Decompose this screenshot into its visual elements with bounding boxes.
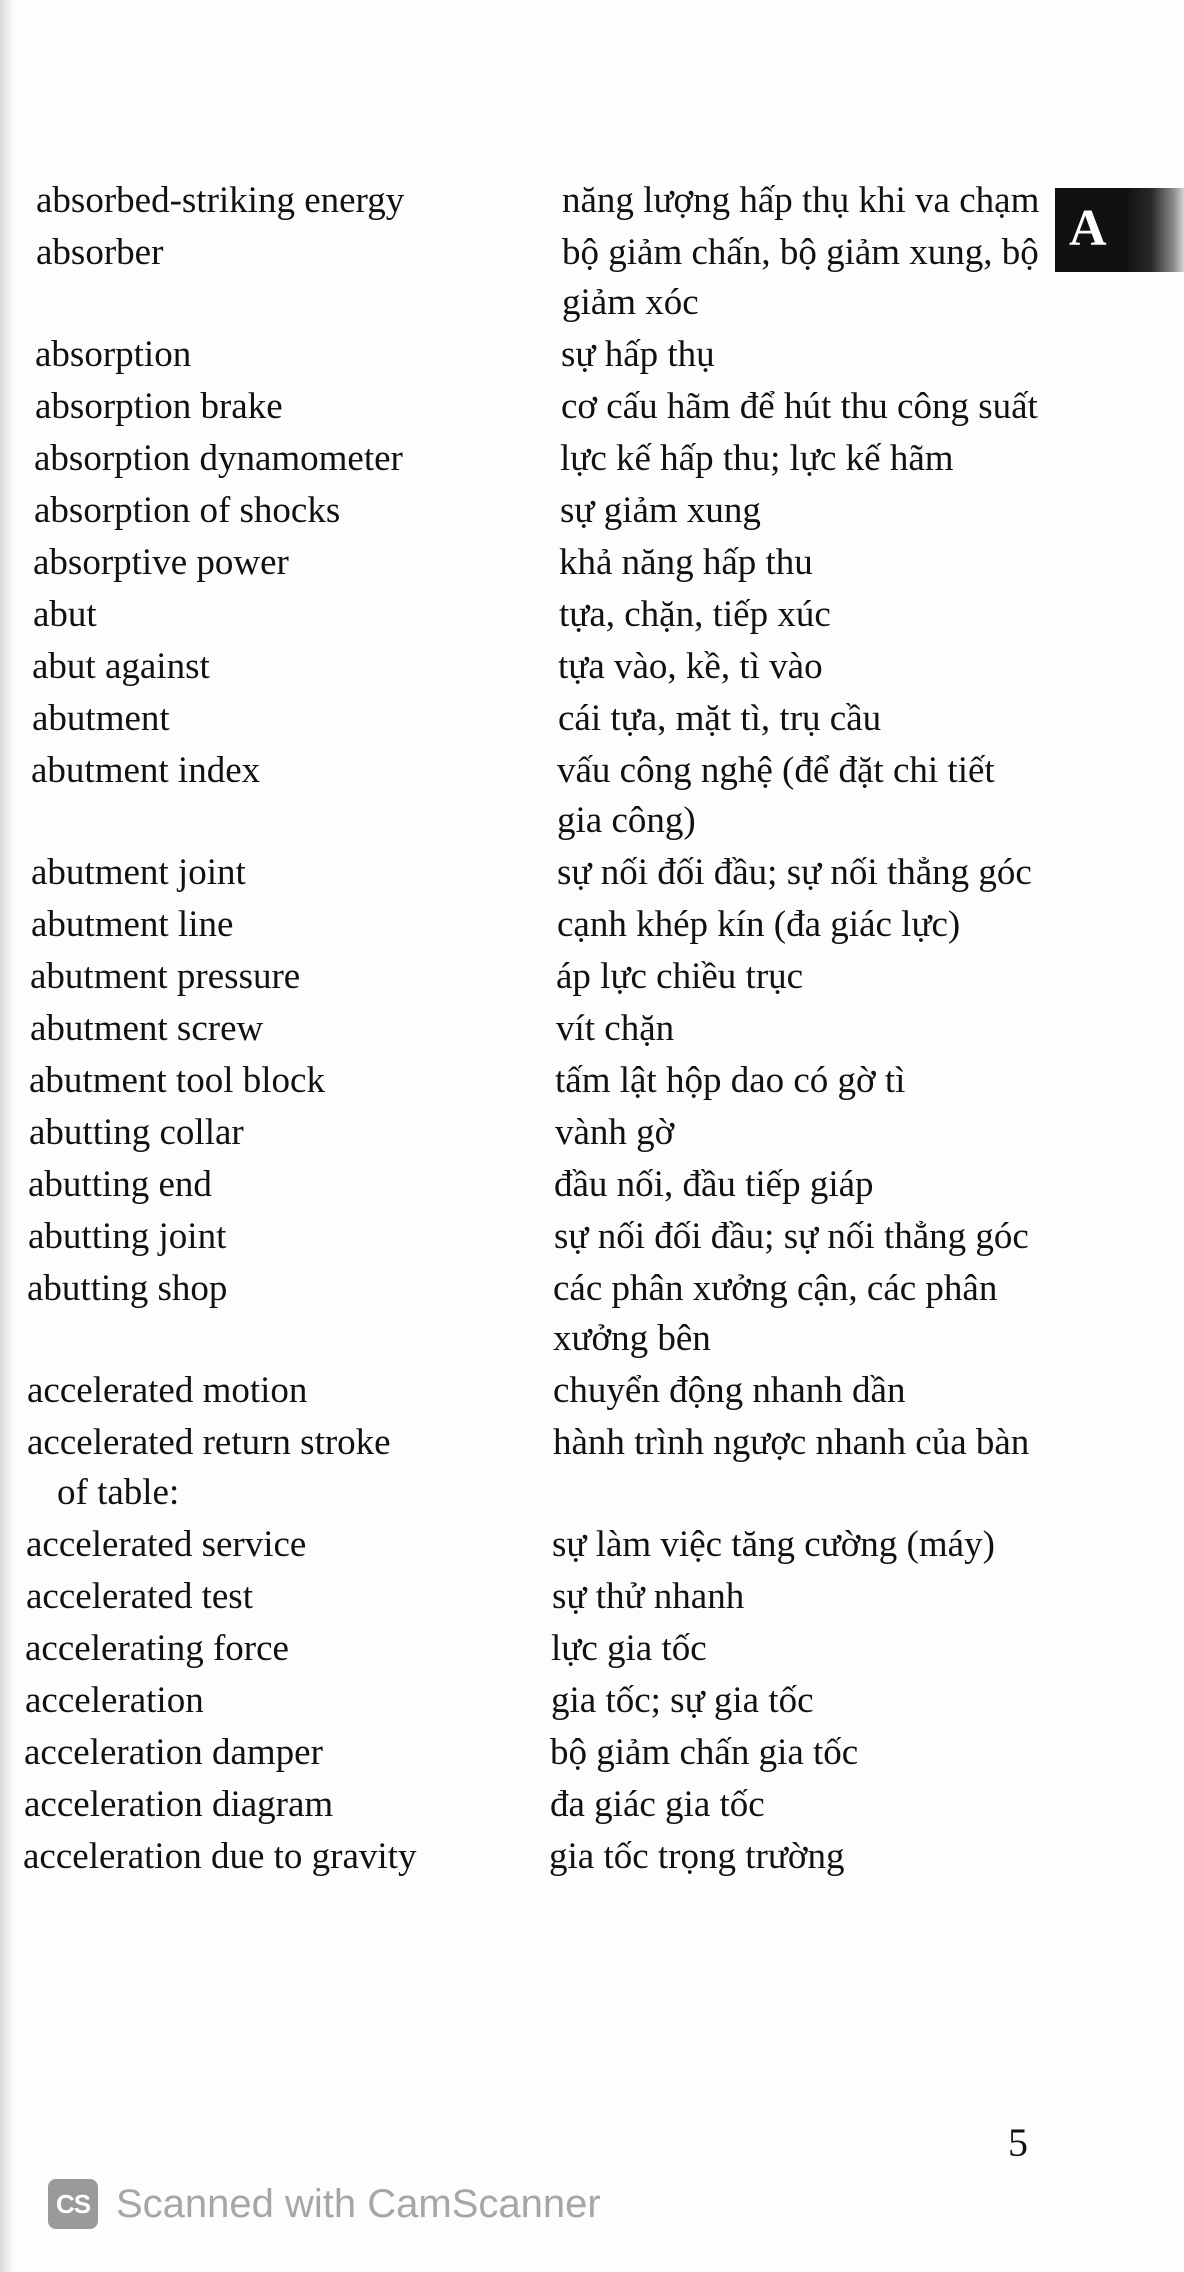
entry-term: [29, 1108, 549, 1158]
entry-term-text: abutment screw: [30, 1008, 264, 1049]
dictionary-entry: [0, 330, 1184, 382]
entry-term: [27, 1418, 547, 1518]
entry-term-text: absorber: [36, 232, 164, 273]
entry-term: [27, 1366, 547, 1416]
entry-definition: sự nối đối đầu; sự nối thẳng góc: [557, 852, 1032, 893]
dictionary-entry: [0, 1728, 1184, 1780]
entry-term-text: abutment index: [31, 750, 261, 791]
entry-term: [34, 434, 554, 484]
entry-definition: vành gờ: [555, 1112, 675, 1153]
entry-term: [35, 330, 555, 380]
entry-definition: gia tốc trọng trường: [549, 1836, 845, 1877]
entry-term-text: absorption brake: [35, 386, 283, 427]
entry-definition: tựa, chặn, tiếp xúc: [559, 594, 831, 635]
dictionary-entry: [0, 1160, 1184, 1212]
entry-definition: các phân xưởng cận, các phân xưởng bên: [553, 1268, 998, 1359]
dictionary-entry: [0, 1004, 1184, 1056]
entry-definition: cái tựa, mặt tì, trụ cầu: [558, 698, 882, 739]
entry-definition: gia tốc; sự gia tốc: [551, 1680, 814, 1721]
dictionary-entry: [0, 694, 1184, 746]
entry-definition: đa giác gia tốc: [550, 1784, 765, 1825]
dictionary-entry: [0, 1212, 1184, 1264]
entry-term: [32, 694, 552, 744]
entry-definition: bộ giảm chấn, bộ giảm xung, bộ giảm xóc: [562, 232, 1039, 323]
entry-definition: khả năng hấp thu: [559, 542, 813, 583]
entry-term-text: accelerated test: [26, 1576, 253, 1617]
camscanner-watermark: [48, 2176, 601, 2232]
entry-term: [36, 228, 556, 278]
dictionary-entry: [0, 1264, 1184, 1366]
dictionary-entry: [0, 746, 1184, 848]
entry-definition: năng lượng hấp thụ khi va chạm: [562, 180, 1040, 221]
dictionary-entry: [0, 538, 1184, 590]
entry-term: [36, 176, 556, 226]
dictionary-entry: [0, 1572, 1184, 1624]
camscanner-logo-icon: CS: [48, 2179, 98, 2229]
page-number: 5: [1008, 2120, 1028, 2165]
entry-term-text: accelerated service: [26, 1524, 307, 1565]
dictionary-entry: [0, 900, 1184, 952]
entry-term: [24, 1780, 544, 1830]
entry-definition: tấm lật hộp dao có gờ tì: [555, 1060, 906, 1101]
dictionary-entry: [0, 1418, 1184, 1520]
dictionary-entry: [0, 228, 1184, 330]
dictionary-entry: [0, 1108, 1184, 1160]
entry-term-text: accelerated return stroke: [27, 1422, 391, 1463]
entry-definition: chuyển động nhanh dần: [553, 1370, 906, 1411]
entry-term: [31, 900, 551, 950]
entry-term: [24, 1728, 544, 1778]
entry-term-text: abut: [33, 594, 97, 635]
dictionary-entry: [0, 1366, 1184, 1418]
entry-definition: sự giảm xung: [560, 490, 761, 531]
entry-definition: cơ cấu hãm để hút thu công suất: [561, 386, 1038, 427]
entry-term-text: abut against: [32, 646, 210, 687]
entry-definition: cạnh khép kín (đa giác lực): [557, 904, 961, 945]
entry-term-text: acceleration damper: [24, 1732, 323, 1773]
entry-definition: áp lực chiều trục: [556, 956, 804, 997]
entry-term-text: abutting collar: [29, 1112, 244, 1153]
entry-term: [30, 1004, 550, 1054]
entry-term-text: abutting shop: [27, 1268, 228, 1309]
dictionary-entry: [0, 642, 1184, 694]
entry-term: [31, 848, 551, 898]
thumb-index-letter: A: [1069, 200, 1107, 257]
entry-term-text: acceleration due to gravity: [23, 1836, 417, 1877]
entry-term: [26, 1520, 546, 1570]
entry-definition: sự hấp thụ: [561, 334, 715, 375]
dictionary-entry: [0, 434, 1184, 486]
entry-term-text: accelerated motion: [27, 1370, 308, 1411]
entry-definition: vít chặn: [556, 1008, 675, 1049]
entry-term-text: abutment joint: [31, 852, 246, 893]
entry-definition: bộ giảm chấn gia tốc: [550, 1732, 859, 1773]
entry-term-text: abutment pressure: [30, 956, 301, 997]
entry-term-continuation: of table:: [57, 1472, 180, 1513]
dictionary-entry: [0, 1520, 1184, 1572]
entry-term: [26, 1572, 546, 1622]
entry-term-text: abutment: [32, 698, 170, 739]
entry-term-text: accelerating force: [25, 1628, 289, 1669]
entry-term: [35, 382, 555, 432]
entry-term: [32, 642, 552, 692]
entry-definition: sự nối đối đầu; sự nối thẳng góc: [554, 1216, 1029, 1257]
entry-term: [23, 1832, 543, 1882]
entry-definition: vấu công nghệ (để đặt chi tiết gia công): [557, 750, 995, 841]
entry-term: [33, 590, 553, 640]
entry-term-text: absorption dynamometer: [34, 438, 403, 479]
entry-definition: đầu nối, đầu tiếp giáp: [554, 1164, 874, 1205]
dictionary-entry: [0, 1780, 1184, 1832]
entry-term-text: absorption of shocks: [34, 490, 341, 531]
dictionary-entry-list: [0, 176, 1184, 1884]
entry-term-text: acceleration diagram: [24, 1784, 334, 1825]
entry-definition: sự thử nhanh: [552, 1576, 745, 1617]
dictionary-entry: [0, 486, 1184, 538]
entry-term-text: absorbed-striking energy: [36, 180, 405, 221]
dictionary-entry: [0, 1676, 1184, 1728]
entry-term: [25, 1676, 545, 1726]
entry-term: [33, 538, 553, 588]
dictionary-entry: [0, 1624, 1184, 1676]
entry-definition: lực kế hấp thu; lực kế hãm: [560, 438, 954, 479]
entry-term-text: abutment line: [31, 904, 234, 945]
entry-term: [27, 1264, 547, 1314]
dictionary-entry: [0, 952, 1184, 1004]
entry-term-text: absorption: [35, 334, 192, 375]
entry-term-text: abutting joint: [28, 1216, 227, 1257]
entry-term: [29, 1056, 549, 1106]
entry-term: [28, 1212, 548, 1262]
dictionary-entry: [0, 382, 1184, 434]
dictionary-entry: [0, 1056, 1184, 1108]
entry-term: [30, 952, 550, 1002]
entry-term-text: absorptive power: [33, 542, 289, 583]
entry-definition: tựa vào, kề, tì vào: [558, 646, 823, 687]
entry-definition: hành trình ngược nhanh của bàn: [553, 1422, 1030, 1463]
entry-term: [28, 1160, 548, 1210]
dictionary-entry: [0, 590, 1184, 642]
dictionary-entry: [0, 848, 1184, 900]
entry-definition: lực gia tốc: [551, 1628, 707, 1669]
entry-term: [34, 486, 554, 536]
entry-term-text: abutting end: [28, 1164, 212, 1205]
entry-term-text: abutment tool block: [29, 1060, 325, 1101]
dictionary-entry: [0, 1832, 1184, 1884]
entry-term-text: acceleration: [25, 1680, 204, 1721]
entry-term: [25, 1624, 545, 1674]
entry-term: [31, 746, 551, 796]
dictionary-entry: [0, 176, 1184, 228]
entry-definition: sự làm việc tăng cường (máy): [552, 1524, 995, 1565]
watermark-text: Scanned with CamScanner: [116, 2181, 601, 2226]
